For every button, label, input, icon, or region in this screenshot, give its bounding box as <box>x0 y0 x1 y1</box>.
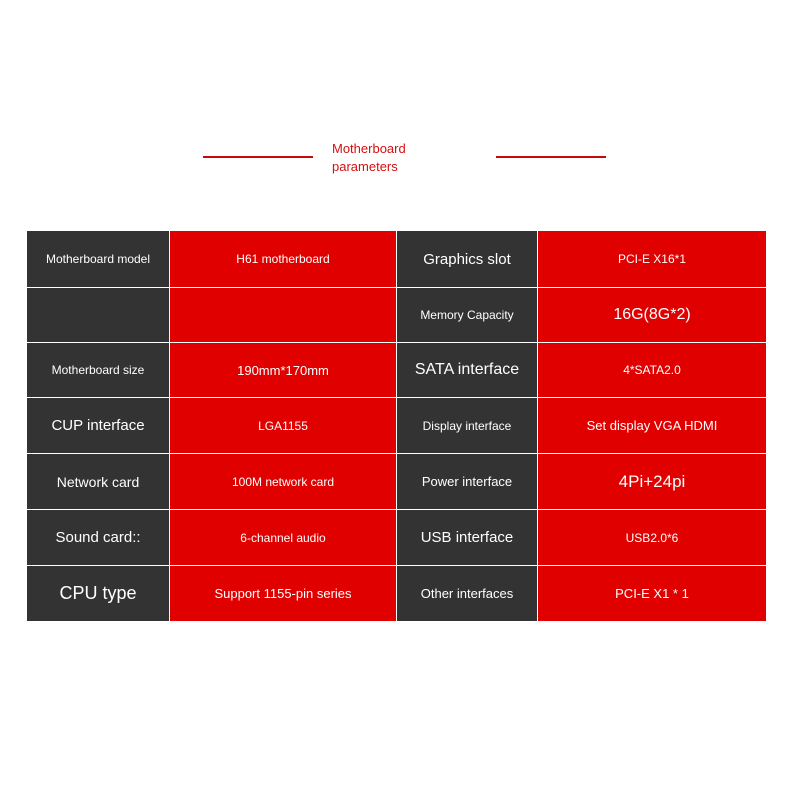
spec-value: 100M network card <box>170 454 397 510</box>
spec-value: PCI-E X1 * 1 <box>538 566 767 622</box>
spec-label: Network card <box>27 454 170 510</box>
spec-value: USB2.0*6 <box>538 510 767 566</box>
spec-label: CPU type <box>27 566 170 622</box>
spec-label: Display interface <box>397 398 538 454</box>
spec-label: Other interfaces <box>397 566 538 622</box>
spec-value: PCI-E X16*1 <box>538 231 767 288</box>
spec-label: Motherboard model <box>27 231 170 288</box>
heading-title: Motherboard parameters <box>332 141 406 174</box>
spec-value: 4Pi+24pi <box>538 454 767 510</box>
spec-label: Sound card:: <box>27 510 170 566</box>
spec-value: H61 motherboard <box>170 231 397 288</box>
section-heading <box>0 136 800 180</box>
heading-rule-right <box>496 156 606 158</box>
spec-label: Motherboard size <box>27 343 170 398</box>
spec-label <box>27 288 170 343</box>
heading-rule-left <box>203 156 313 158</box>
spec-label: USB interface <box>397 510 538 566</box>
spec-label: Power interface <box>397 454 538 510</box>
spec-value: Support 1155-pin series <box>170 566 397 622</box>
spec-table <box>27 231 767 622</box>
spec-value <box>170 288 397 343</box>
spec-value: 190mm*170mm <box>170 343 397 398</box>
spec-value: 4*SATA2.0 <box>538 343 767 398</box>
spec-value: LGA1155 <box>170 398 397 454</box>
spec-label: Graphics slot <box>397 231 538 288</box>
spec-label: CUP interface <box>27 398 170 454</box>
spec-label: Memory Capacity <box>397 288 538 343</box>
spec-value: 6-channel audio <box>170 510 397 566</box>
spec-value: 16G(8G*2) <box>538 288 767 343</box>
spec-label: SATA interface <box>397 343 538 398</box>
spec-value: Set display VGA HDMI <box>538 398 767 454</box>
